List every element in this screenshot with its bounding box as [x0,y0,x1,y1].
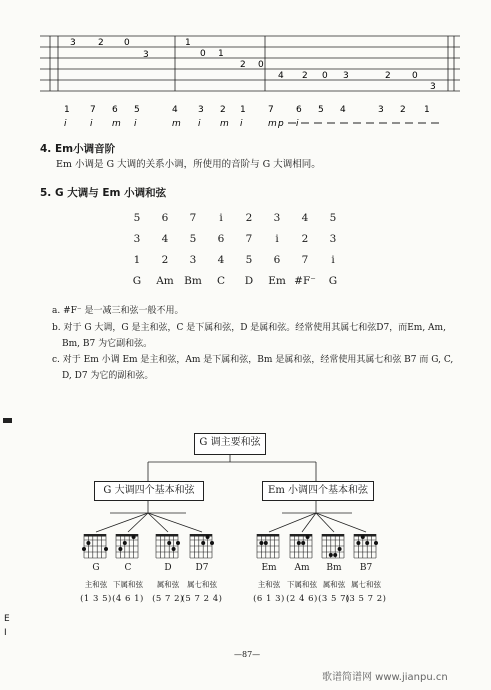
tab-finger-letter: m [220,119,229,129]
tab-note-number: 2 [400,105,406,115]
tab-fret-number: 2 [240,60,246,70]
note-c-line-2: D, D7 为它的副和弦。 [62,371,154,381]
note-c-line-1: c. 对于 Em 小调 Em 是主和弦，Am 是下属和弦，Bm 是属和弦，经常使用其属七和弦 B7 而 G, C, [52,355,454,365]
tab-note-number: 2 [220,105,226,115]
function-label: 属和弦 [322,580,346,589]
tab-fret-number: 0 [412,71,418,81]
pitch-label: (3 5 7 2) [345,594,387,604]
function-label: 属七和弦 [187,580,217,589]
chord-grid [322,534,344,558]
tab-finger-letter: i [198,119,201,129]
tab-fret-number: 2 [98,38,104,48]
scale-row-1: 5 6 7 i 2 3 4 5 [133,212,337,224]
margin-letter: E [4,614,10,624]
g-major-box: G 大调四个基本和弦 [94,481,204,501]
chord-row: G Am Bm C D Em #F⁻ G [132,275,338,287]
pitch-label: (4 6 1) [112,594,144,604]
tab-note-number: 3 [378,105,384,115]
tab-finger-letter: i [296,119,299,129]
tab-note-number: 7 [90,105,96,115]
tab-note-number: 3 [198,105,204,115]
em-minor-box: Em 小调四个基本和弦 [262,481,374,501]
tab-note-number: 1 [424,105,430,115]
tab-fret-number: 4 [278,71,284,81]
pitch-label: (5 7 2) [152,594,184,604]
pitch-label: (2 4 6) [286,594,318,604]
chord-label-c: C [124,563,132,573]
chord-grid [290,534,312,558]
pitch-label: (3 5 7) [318,594,350,604]
tab-note-number: 5 [134,105,140,115]
tab-fret-number: 0 [322,71,328,81]
function-label: 下属和弦 [287,580,317,589]
tab-note-number: 6 [296,105,302,115]
chord-grid [354,534,378,558]
chord-label-b7: B7 [359,563,373,573]
chord-label-bm: Bm [326,563,342,573]
tab-finger-letter: i [240,119,243,129]
function-label: 属七和弦 [351,580,381,589]
note-b-line-1: b. 对于 G 大调，G 是主和弦，C 是下属和弦，D 是属和弦。经常使用其属七和弦D7，而Em, Am, [52,323,446,333]
note-b-line-2: Bm, B7 为它副和弦。 [62,339,153,349]
tab-fret-number: 1 [185,38,191,48]
watermark-text: 歌谱简谱网 www.jianpu.cn [322,672,448,683]
tab-fret-number: 1 [218,49,224,59]
tab-note-number: 7 [268,105,274,115]
function-label: 下属和弦 [113,580,143,589]
tab-fret-number: 3 [343,71,349,81]
pitch-label: (6 1 3) [253,594,285,604]
chord-grid [156,534,180,558]
tab-fret-number: 2 [302,71,308,81]
tab-fret-number: 0 [258,60,264,70]
page-number: —87— [234,650,261,659]
tab-note-number: 6 [112,105,118,115]
scale-row-2: 3 4 5 6 7 i 2 3 [133,233,337,245]
tab-finger-letter: m [268,119,277,129]
chord-grid [116,534,138,558]
tab-finger-letter: i [90,119,93,129]
tab-finger-letter: p [278,119,284,129]
tab-fret-number: 3 [143,50,149,60]
chord-label-am: Am [294,563,310,573]
section-4-title: 4. Em小调音阶 [40,143,116,155]
tab-fret-number: 0 [124,38,130,48]
chord-grid [82,534,108,558]
margin-letter: I [4,628,7,638]
tab-fret-number: 0 [200,49,206,59]
function-label: 主和弦 [257,580,281,589]
chord-label-g: G [92,563,100,573]
tab-fret-number: 2 [385,71,391,81]
tab-fret-number: 3 [70,38,76,48]
function-label: 属和弦 [156,580,180,589]
chord-grid [190,534,214,558]
chord-grid [257,534,279,558]
note-a: a. #F⁻ 是一减三和弦一般不用。 [52,306,184,316]
tab-finger-letter: m [172,119,181,129]
pitch-label: (5 7 2 4) [181,594,223,604]
chord-label-d: D [164,563,172,573]
function-label: 主和弦 [84,580,108,589]
tab-note-number: 4 [172,105,178,115]
section-4-text: Em 小调是 G 大调的关系小调，所使用的音阶与 G 大调相同。 [56,159,321,170]
chord-label-d7: D7 [195,563,209,573]
tab-note-number: 1 [64,105,70,115]
tab-note-number: 4 [340,105,346,115]
tab-finger-letter: i [64,119,67,129]
section-5-title: 5. G 大调与 Em 小调和弦 [40,187,167,199]
scale-row-3: 1 2 3 4 5 6 7 i [133,254,335,266]
tab-note-number: 1 [240,105,246,115]
tab-note-number: 5 [318,105,324,115]
chord-label-em: Em [261,563,277,573]
tab-finger-letter: m [112,119,121,129]
root-box: G 调主要和弦 [194,433,266,455]
tab-finger-letter: i [134,119,137,129]
tab-fret-number: 3 [430,82,436,92]
pitch-label: (1 3 5) [80,594,112,604]
